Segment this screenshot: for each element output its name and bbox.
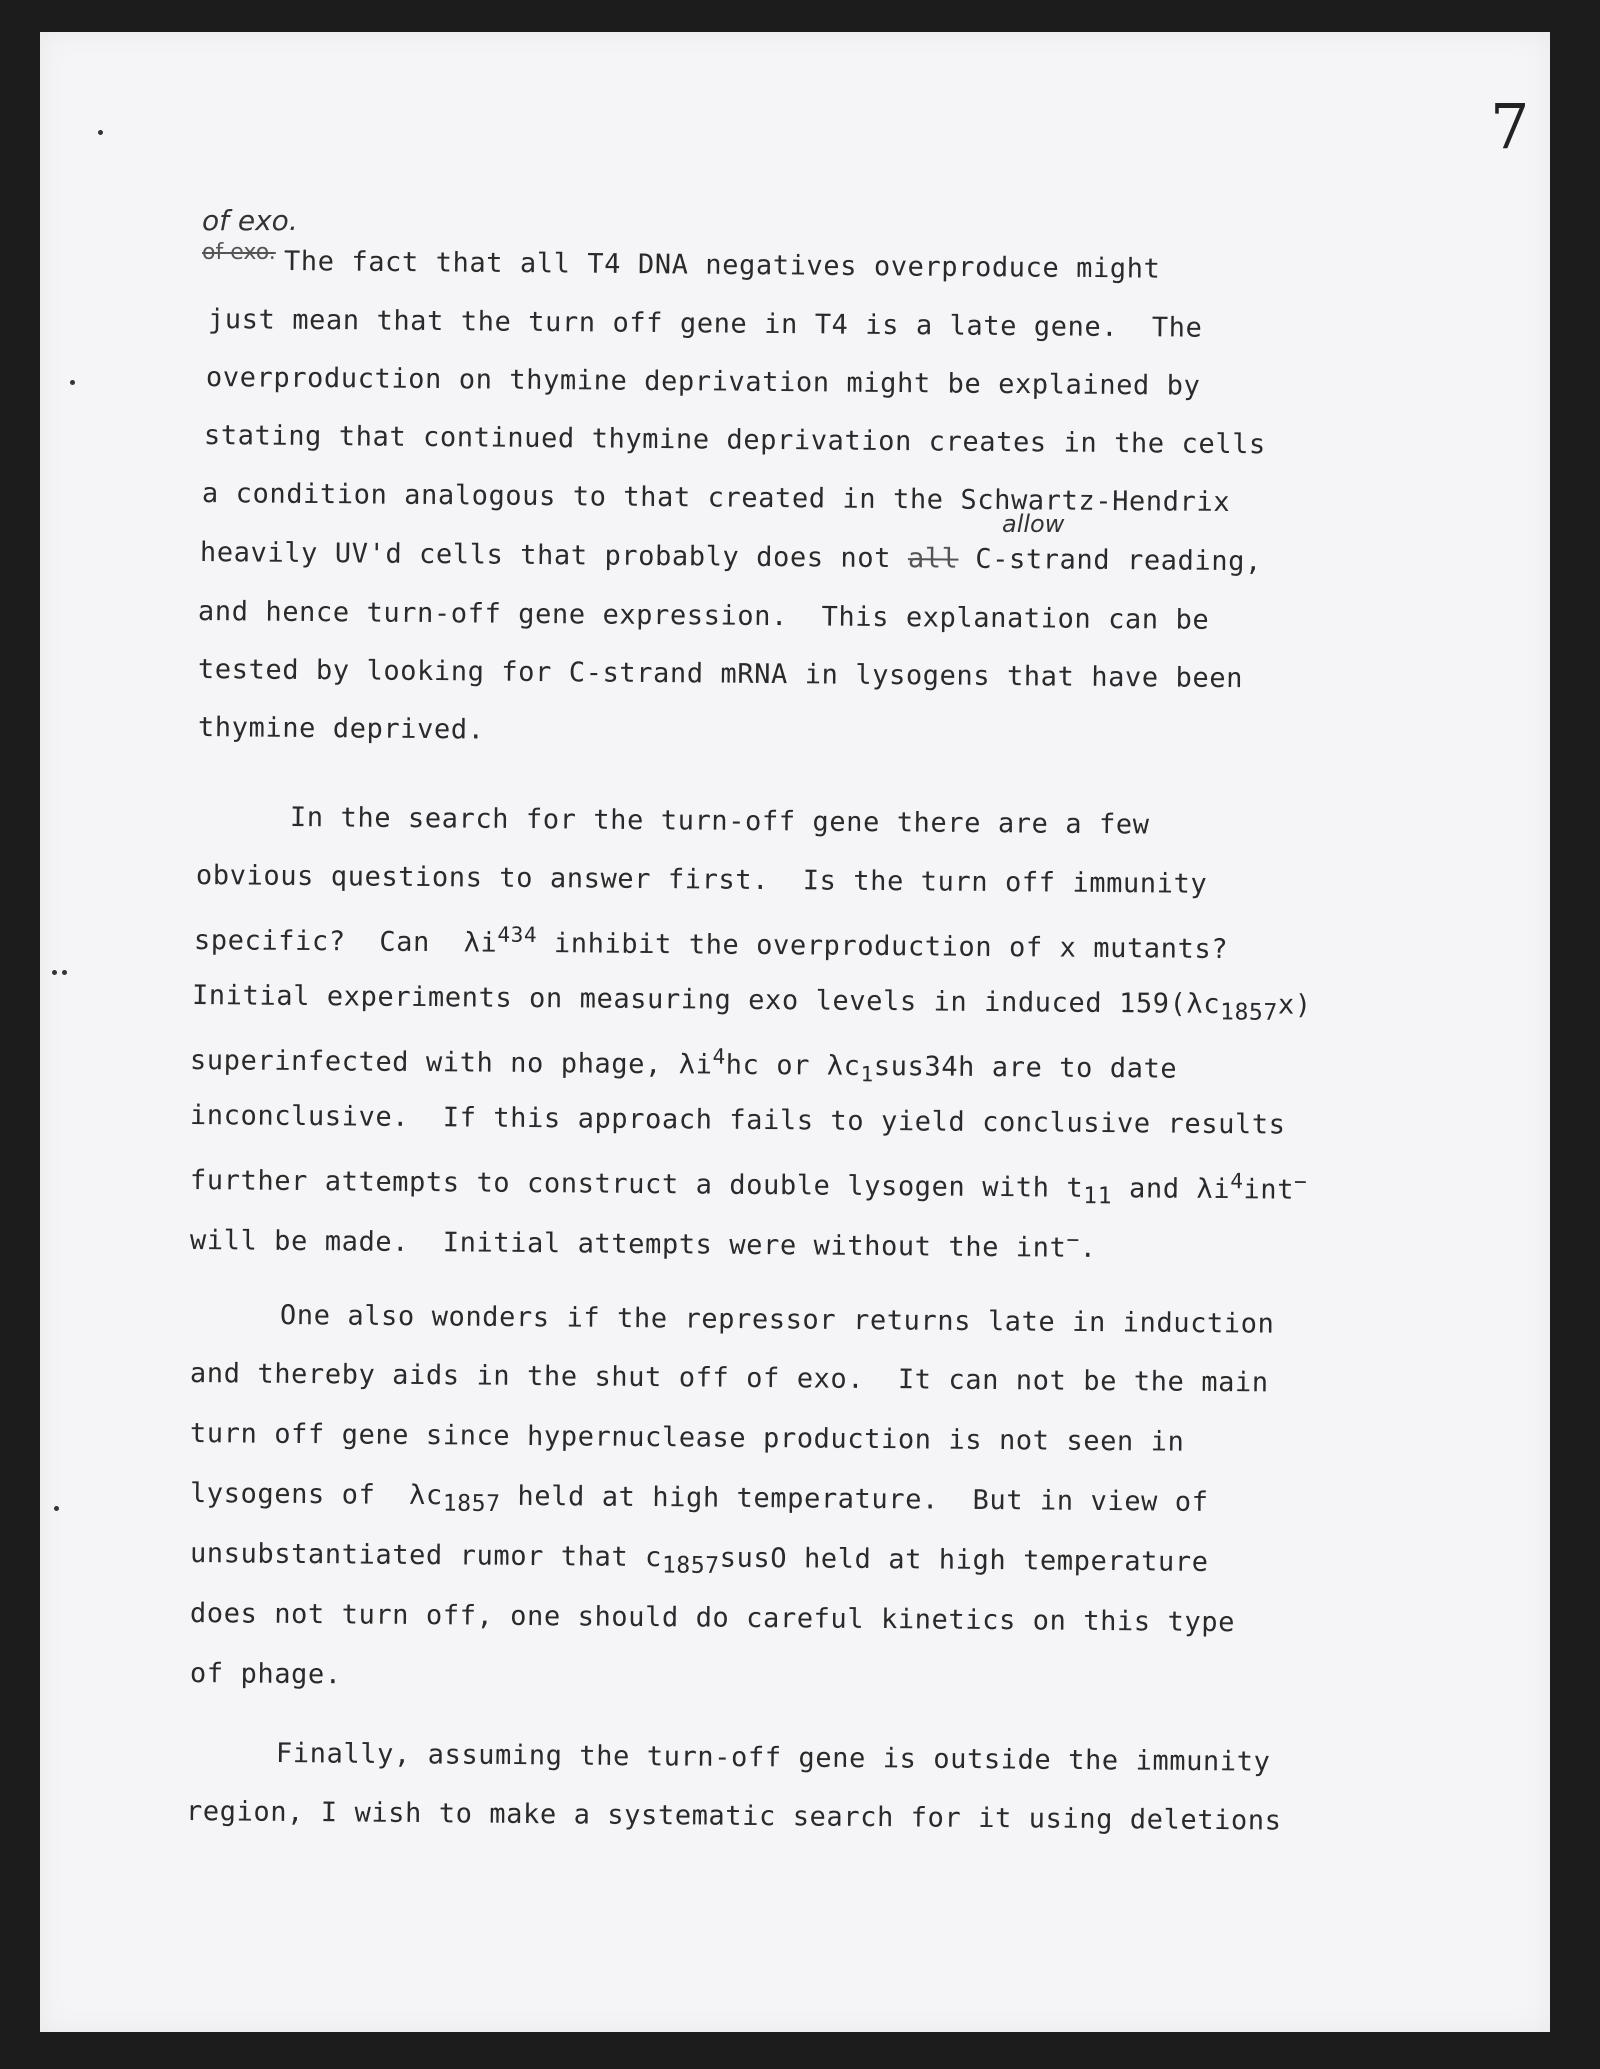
paragraph-3-line-6: does not turn off, one should do careful kinetics on this type — [189, 1598, 1236, 1639]
paragraph-2-line-4 — [192, 980, 1312, 1026]
line-text: specific? Can λi — [193, 925, 498, 959]
handwritten-margin-note: of exo. — [202, 204, 298, 237]
punch-mark — [70, 380, 75, 385]
line-text: heavily UV'd cells that probably does not — [199, 537, 909, 575]
line-text: unsubstantiated rumor that c — [189, 1538, 663, 1574]
subscript: 11 — [1083, 1183, 1113, 1210]
struck-margin-note: of exo. — [202, 240, 276, 265]
punch-mark — [62, 970, 67, 975]
paragraph-2-line-6: inconclusive. If this approach fails to yield conclusive results — [189, 1100, 1286, 1141]
paragraph-1-line-4: stating that continued thymine deprivation creates in the cells — [203, 420, 1266, 461]
line-text: further attempts to construct a double lysogen with t — [189, 1165, 1084, 1204]
paragraph-3-line-4 — [190, 1478, 1209, 1523]
line-text: will be made. Initial attempts were without the int — [189, 1225, 1067, 1264]
paragraph-3-line-7: of phage. — [189, 1658, 342, 1691]
paragraph-1-line-9: thymine deprived. — [197, 712, 485, 746]
paragraph-1-line-6 — [200, 537, 1262, 577]
paragraph-3-line-2: and thereby aids in the shut off of exo. It can not be the main — [189, 1358, 1269, 1399]
punch-mark — [54, 1506, 59, 1511]
superscript: 4 — [712, 1044, 726, 1069]
interlinear-note: allow — [1002, 510, 1065, 538]
line-text: inhibit the overproduction of x mutants? — [536, 927, 1229, 966]
line-text: and λi — [1112, 1173, 1231, 1206]
line-text: superinfected with no phage, λi — [189, 1045, 713, 1081]
superscript: − — [1066, 1227, 1080, 1252]
paragraph-1-line-1: The fact that all T4 DNA negatives overproduce might — [283, 246, 1161, 285]
line-text: . — [1079, 1232, 1097, 1264]
paragraph-1-line-7: and hence turn-off gene expression. This explanation can be — [197, 596, 1210, 636]
punch-mark — [98, 130, 103, 135]
paragraph-1-line-2: just mean that the turn off gene in T4 is a late gene. The — [207, 304, 1203, 344]
line-text: held at high temperature. But in view of — [500, 1480, 1209, 1518]
punch-mark — [52, 970, 57, 975]
paragraph-3-line-3: turn off gene since hypernuclease production is not seen in — [189, 1418, 1185, 1458]
line-text: x) — [1277, 989, 1312, 1021]
superscript: 434 — [497, 922, 538, 947]
line-text: C-strand reading, — [958, 543, 1263, 578]
paragraph-2-line-8 — [190, 1220, 1097, 1264]
subscript: 1857 — [442, 1490, 501, 1518]
paragraph-1-line-3: overproduction on thymine deprivation might be explained by — [205, 362, 1201, 402]
paragraph-4-line-1: Finally, assuming the turn-off gene is outside the immunity — [275, 1738, 1271, 1778]
page-number: 7 — [1490, 90, 1530, 163]
paragraph-2-line-2: obvious questions to answer first. Is the turn off immunity — [195, 860, 1208, 900]
subscript: 1857 — [661, 1552, 720, 1580]
line-text: sus34h are to date — [873, 1050, 1178, 1085]
paragraph-1-line-5: a condition analogous to that created in the Schwartz-Hendrix — [201, 478, 1231, 518]
subscript: 1 — [860, 1062, 874, 1087]
paragraph-2-line-5 — [190, 1040, 1178, 1089]
line-text: Initial experiments on measuring exo levels in induced 159(λc — [191, 980, 1221, 1020]
line-text: lysogens of λc — [189, 1478, 443, 1512]
line-text: hc or λc — [725, 1049, 861, 1082]
superscript: − — [1294, 1169, 1308, 1194]
paragraph-1-line-8: tested by looking for C-strand mRNA in lysogens that have been — [197, 654, 1244, 695]
paragraph-2-line-7 — [190, 1160, 1308, 1211]
struck-word: all — [907, 543, 959, 575]
paragraph-4-line-2: region, I wish to make a systematic search for it using deletions — [185, 1796, 1282, 1837]
paragraph-2-line-3 — [194, 920, 1228, 965]
paragraph-2-line-1: In the search for the turn-off gene there are a few — [289, 802, 1150, 841]
subscript: 1857 — [1219, 999, 1279, 1026]
document-page — [40, 32, 1550, 2032]
superscript: 4 — [1230, 1169, 1244, 1194]
line-text: susO held at high temperature — [719, 1542, 1209, 1578]
line-text: int — [1243, 1174, 1295, 1206]
paragraph-3-line-1: One also wonders if the repressor returns late in induction — [279, 1300, 1275, 1340]
paragraph-3-line-5 — [190, 1538, 1209, 1583]
